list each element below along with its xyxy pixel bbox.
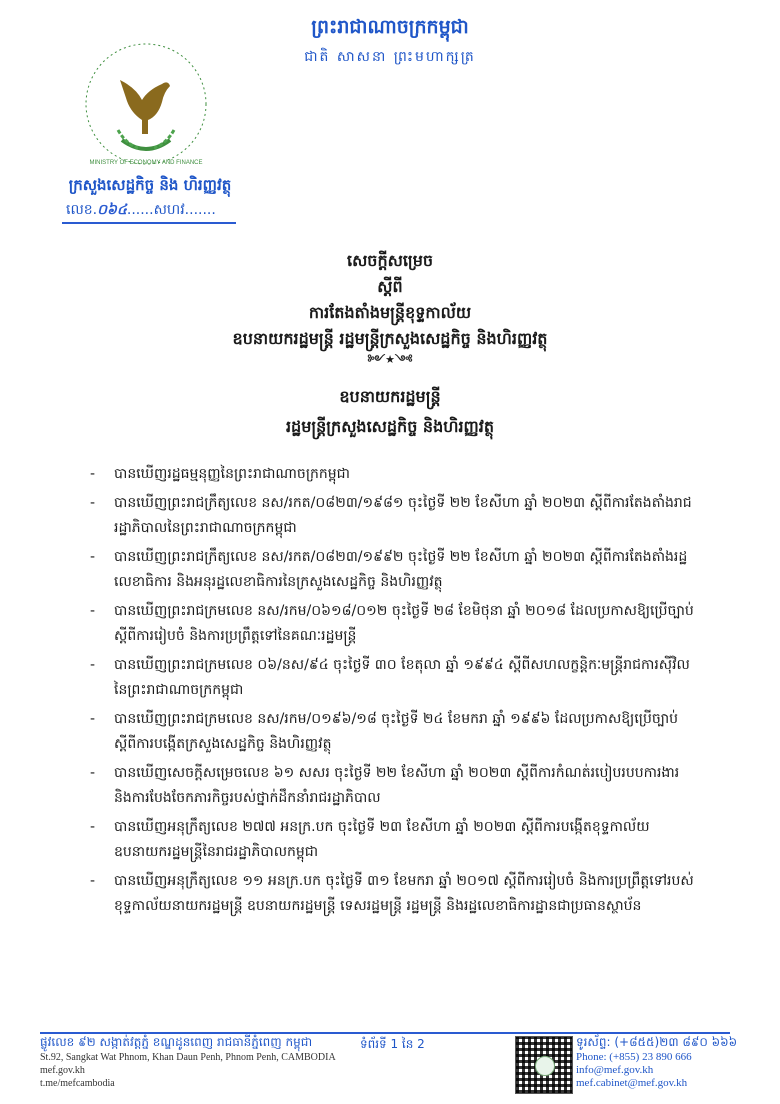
ornament-icon: ༻★༺ — [367, 353, 413, 366]
authority-line: រដ្ឋមន្ត្រីក្រសួងសេដ្ឋកិច្ច និងហិរញ្ញវត្ថុ — [285, 417, 495, 436]
national-motto: ជាតិ សាសនា ព្រះមហាក្សត្រ — [304, 49, 476, 65]
title-line: ឧបនាយករដ្ឋមន្ត្រី រដ្ឋមន្ត្រីក្រសួងសេដ្ឋកិច្ច និងហិរញ្ញវត្ថុ — [232, 329, 548, 348]
title-line: ស្តីពី — [377, 277, 403, 296]
email-cabinet-link[interactable]: mef.cabinet@mef.gov.kh — [576, 1077, 688, 1089]
footer-contact: ទូរស័ព្ទ: (+៨៥៥)២៣ ៨៩០ ៦៦៦ Phone: (+855) 23 890 666 info@mef.gov.kh mef.cabinet@mef.gov.kh — [576, 1035, 738, 1089]
authority-line: ឧបនាយករដ្ឋមន្ត្រី — [339, 387, 441, 406]
svg-text:MINISTRY OF ECONOMY AND FINANC: MINISTRY OF ECONOMY AND FINANCE — [89, 160, 203, 166]
qr-code-icon — [515, 1036, 573, 1094]
rooster-emblem-icon — [82, 40, 210, 168]
list-item: - បានឃើញសេចក្តីសម្រេចលេខ ៦១ សសរ ចុះថ្ងៃទី ២២ ខែសីហា ឆ្នាំ ២០២៣ ស្តីពីការកំណត់របៀបរបបការងារ និងការបែងចែកភារកិច្ចរបស់ថ្នាក់ដឹកនាំរាជរដ្ឋាភិបាល — [86, 761, 696, 811]
considerations-list — [86, 462, 696, 923]
list-item: - បានឃើញព្រះរាជក្រឹត្យលេខ នស/រកត/០៨២៣/១៩៩២ ចុះថ្ងៃទី ២២ ខែសីហា ឆ្នាំ ២០២៣ ស្តីពីការតែងតាំងរដ្ឋលេខាធិការ និងអនុរដ្ឋលេខាធិការនៃក្រសួងសេដ្ឋកិច្ច និងហិរញ្ញវត្ថុ — [86, 545, 696, 595]
list-item: - បានឃើញព្រះរាជក្រឹត្យលេខ នស/រកត/០៨២៣/១៩៨១ ចុះថ្ងៃទី ២២ ខែសីហា ឆ្នាំ ២០២៣ ស្តីពីការតែងតាំងរាជរដ្ឋាភិបាលនៃព្រះរាជាណាចក្រកម្ពុជា — [86, 491, 696, 541]
list-item: - បានឃើញព្រះរាជក្រមលេខ ០៦/នស/៩៤ ចុះថ្ងៃទី ៣០ ខែតុលា ឆ្នាំ ១៩៩៤ ស្តីពីសហលក្ខន្តិកៈមន្ត្រីរាជការស៊ីវិលនៃព្រះរាជាណាចក្រកម្ពុជា — [86, 653, 696, 703]
page-number: ទំព័រទី 1 នៃ 2 — [360, 1037, 425, 1051]
list-item: - បានឃើញអនុក្រឹត្យលេខ ២៧៧ អនក្រ.បក ចុះថ្ងៃទី ២៣ ខែសីហា ឆ្នាំ ២០២៣ ស្តីពីការបង្កើតខុទ្ទកាល័យឧបនាយករដ្ឋមន្ត្រីនៃរាជរដ្ឋាភិបាលកម្ពុជា — [86, 815, 696, 865]
ministry-logo — [82, 40, 210, 168]
footer-divider — [40, 1032, 510, 1034]
email-info-link[interactable]: info@mef.gov.kh — [576, 1064, 654, 1076]
kingdom-header — [290, 15, 490, 68]
telegram-link[interactable]: t.me/mefcambodia — [40, 1078, 115, 1089]
kingdom-title: ព្រះរាជាណាចក្រកម្ពុជា — [311, 16, 469, 38]
authority-heading — [0, 382, 780, 442]
list-item: - បានឃើញព្រះរាជក្រមលេខ នស/រកម/០៦១៨/០១២ ចុះថ្ងៃទី ២៨ ខែមិថុនា ឆ្នាំ ២០១៨ ដែលប្រកាសឱ្យប្រើច្បាប់ស្តីពីការរៀបចំ និងការប្រព្រឹត្តទៅនៃគណៈរដ្ឋមន្ត្រី — [86, 599, 696, 649]
footer-address: ផ្លូវលេខ ៩២ សង្កាត់វត្តភ្នំ ខណ្ឌដូនពេញ រាជធានីភ្នំពេញ កម្ពុជា St.92, Sangkat Wat Phnom, Khan Daun Penh, Phnom Penh, CAMBODIA mef.gov.kh t.me/mefcambodia — [40, 1035, 336, 1089]
list-item: - បានឃើញអនុក្រឹត្យលេខ ១១ អនក្រ.បក ចុះថ្ងៃទី ៣១ ខែមករា ឆ្នាំ ២០១៧ ស្តីពីការរៀបចំ និងការប្រព្រឹត្តទៅរបស់ខុទ្ទកាល័យនាយករដ្ឋមន្ត្រី ឧបនាយករដ្ឋមន្ត្រី ទេសរដ្ឋមន្ត្រី រដ្ឋមន្ត្រី និងរដ្ឋលេខាធិការដ្ឋានជាប្រធានស្ថាប័ន — [86, 869, 696, 919]
list-item: - បានឃើញព្រះរាជក្រមលេខ នស/រកម/០១៩៦/១៨ ចុះថ្ងៃទី ២៤ ខែមករា ឆ្នាំ ១៩៩៦ ដែលប្រកាសឱ្យប្រើច្បាប់ស្តីពីការបង្កើតក្រសួងសេដ្ឋកិច្ច និងហិរញ្ញវត្ថុ — [86, 707, 696, 757]
document-title — [0, 248, 780, 368]
title-line: សេចក្តីសម្រេច — [346, 251, 433, 270]
phone: Phone: (+855) 23 890 666 — [576, 1051, 692, 1063]
title-line: ការតែងតាំងមន្ត្រីខុទ្ទកាល័យ — [308, 303, 472, 322]
ref-number-value: ០៦៤ — [97, 202, 127, 218]
reference-number: លេខ.០៦៤......សហវ....... — [66, 202, 216, 218]
footer-divider — [510, 1032, 730, 1034]
list-item: - បានឃើញរដ្ឋធម្មនុញ្ញនៃព្រះរាជាណាចក្រកម្ពុជា — [86, 462, 696, 487]
ministry-name: ក្រសួងសេដ្ឋកិច្ច និង ហិរញ្ញវត្ថុ — [68, 176, 232, 194]
divider — [62, 222, 236, 224]
website-link[interactable]: mef.gov.kh — [40, 1065, 85, 1076]
